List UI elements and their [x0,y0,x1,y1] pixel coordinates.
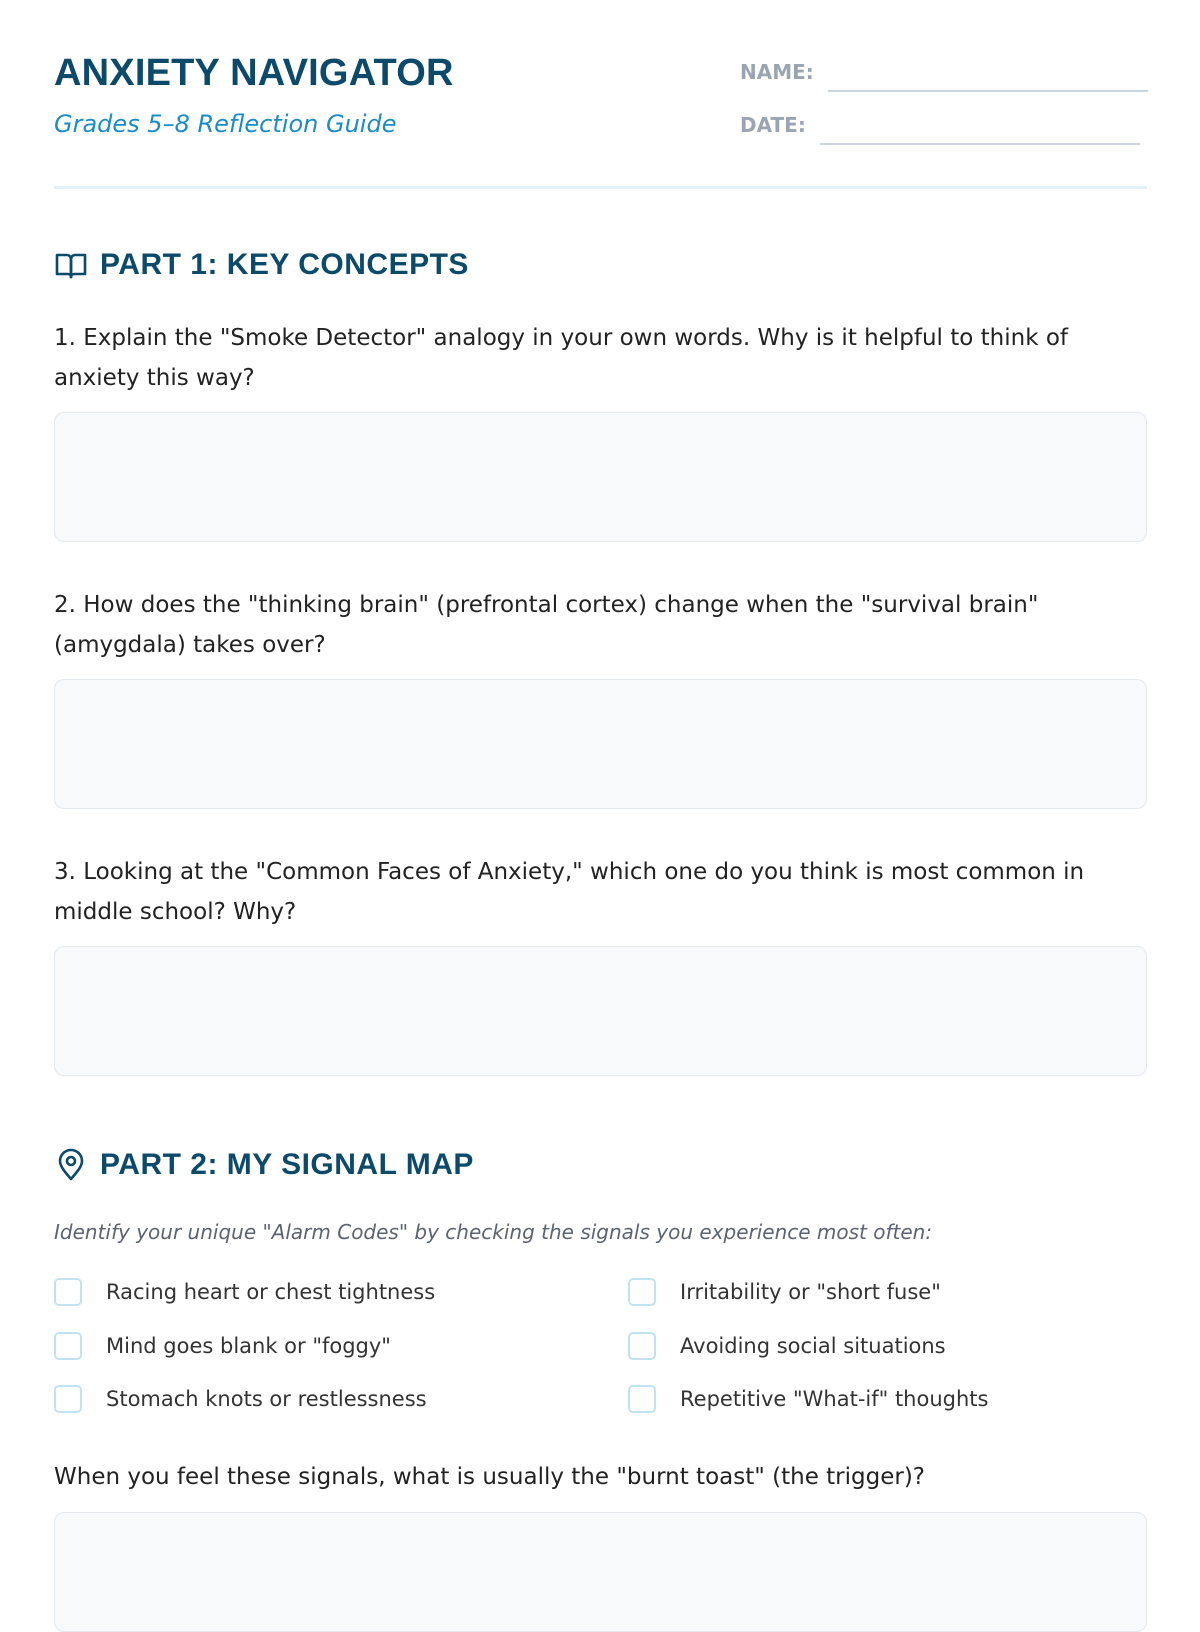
question-1: 1. Explain the "Smoke Detector" analogy in your own words. Why is it helpful to think of anxiety this way? [54,325,1069,391]
part2-title: PART 2: MY SIGNAL MAP [100,1148,474,1181]
signal-checkbox-row[interactable] [54,1332,391,1360]
question-3: 3. Looking at the "Common Faces of Anxiety," which one do you think is most common in middle school? Why? [54,859,1085,925]
signal-checkbox[interactable] [628,1385,656,1413]
worksheet-header [54,0,1147,190]
answer-box-2[interactable] [54,679,1147,809]
signal-checkbox-row[interactable] [54,1278,435,1306]
map-pin-icon [54,1148,88,1182]
date-label: DATE: [740,113,806,137]
signal-checkbox[interactable] [54,1385,82,1413]
trigger-question: When you feel these signals, what is usually the "burnt toast" (the trigger)? [54,1464,926,1490]
signal-checkbox-row[interactable] [628,1278,941,1306]
answer-box-1[interactable] [54,412,1147,542]
book-icon [54,248,88,282]
signal-label: Irritability or "short fuse" [680,1280,941,1304]
name-label: NAME: [740,60,814,84]
part1-heading [54,248,469,282]
trigger-answer-box[interactable] [54,1512,1147,1632]
signal-checkbox[interactable] [54,1332,82,1360]
question-2: 2. How does the "thinking brain" (prefrontal cortex) change when the "survival brain" (amygdala) takes over? [54,592,1039,658]
signal-checkbox-row[interactable] [628,1332,946,1360]
signal-label: Avoiding social situations [680,1334,946,1358]
part1-title: PART 1: KEY CONCEPTS [100,248,469,281]
answer-box-3[interactable] [54,946,1147,1076]
signal-instruction: Identify your unique "Alarm Codes" by checking the signals you experience most often: [54,1220,933,1244]
signal-checkbox[interactable] [628,1332,656,1360]
signal-checkbox[interactable] [54,1278,82,1306]
header-divider [54,186,1147,189]
signal-checkbox-row[interactable] [628,1385,988,1413]
part2-heading [54,1148,474,1182]
signal-checkbox-row[interactable] [54,1385,427,1413]
signal-label: Racing heart or chest tightness [106,1280,436,1304]
signal-label: Mind goes blank or "foggy" [106,1334,391,1358]
worksheet-title: ANXIETY NAVIGATOR [54,52,454,94]
worksheet-subtitle: Grades 5–8 Reflection Guide [54,110,397,138]
signal-label: Stomach knots or restlessness [106,1387,427,1411]
signal-label: Repetitive "What-if" thoughts [680,1387,989,1411]
date-field[interactable] [820,143,1140,145]
name-field[interactable] [828,90,1148,92]
signal-checkbox[interactable] [628,1278,656,1306]
worksheet-page [54,0,1147,1490]
